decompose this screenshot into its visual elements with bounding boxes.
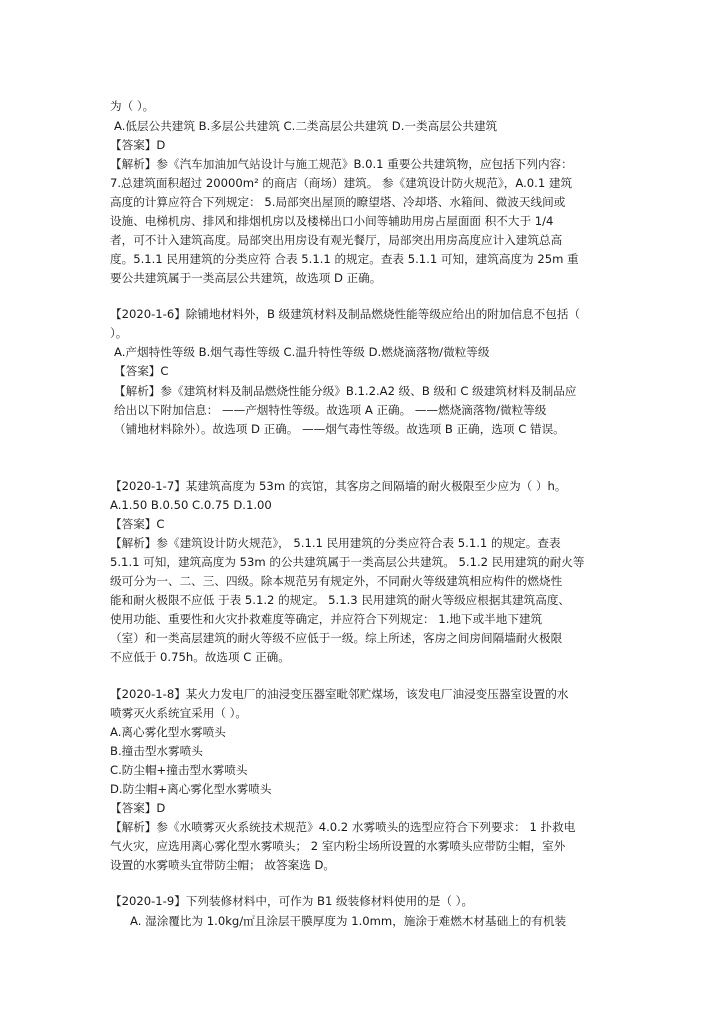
analysis-line: 级可分为一、二、三、四级。除本规范另有规定外，不同耐火等级建筑相应构件的燃烧性 (110, 574, 563, 588)
question-stem: 【2020-1-9】下列装修材料中，可作为 B1 级装修材料使用的是（ ）。 (110, 894, 474, 908)
analysis-line: 设施、电梯机房、排风和排烟机房以及楼梯出口小间等辅助用房占屋面面 积不大于 1/4 (110, 214, 554, 228)
analysis-line: （室）和一类高层建筑的耐火等级不应低于一级。综上所述，客房之间房间隔墙耐火极限 (110, 631, 563, 645)
analysis-line: 【解析】参《建筑材料及制品燃烧性能分级》B.1.2.A2 级、B 级和 C 级建筑材料及制品应 (114, 384, 577, 398)
question-stem-tail: 为（ ）。 (110, 99, 155, 113)
question-options: A.1.50 B.0.50 C.0.75 D.1.00 (110, 498, 272, 512)
analysis-line: 气火灾，应选用离心雾化型水雾喷头； 2 室内粉尘场所设置的水雾喷头应带防尘帽，室外 (110, 839, 566, 853)
analysis-line: 要公共建筑属于一类高层公共建筑，故选项 D 正确。 (110, 271, 382, 285)
analysis-line: 能和耐火极限不应低 于表 5.1.2 的规定。 5.1.3 民用建筑的耐火等级应根据其建筑高度、 (110, 593, 571, 607)
question-option: D.防尘帽+离心雾化型水雾喷头 (110, 782, 272, 796)
analysis-line: 【解析】参《汽车加油加气站设计与施工规范》B.0.1 重要公共建筑物，应包括下列内容： (110, 157, 573, 171)
analysis-line: 使用功能、重要性和火灾扑救难度等确定，并应符合下列规定： 1.地下或半地下建筑 (110, 612, 543, 626)
answer-line: 【答案】C (110, 517, 165, 531)
analysis-line: 【解析】参《水喷雾灭火系统技术规范》4.0.2 水雾喷头的选型应符合下列要求： 1 扑救电 (110, 820, 576, 834)
answer-line: 【答案】C (114, 364, 169, 378)
answer-line: 【答案】D (110, 801, 166, 815)
question-stem: 【2020-1-7】某建筑高度为 53m 的宾馆，其客房之间隔墙的耐火极限至少应为（ ）h。 (110, 479, 567, 493)
analysis-line: 不应低于 0.75h。故选项 C 正确。 (110, 650, 290, 664)
question-options: A.低层公共建筑 B.多层公共建筑 C.二类高层公共建筑 D.一类高层公共建筑 (114, 119, 498, 133)
analysis-line: 度。5.1.1 民用建筑的分类应符 合表 5.1.1 的规定。查表 5.1.1 可知，建筑高度为 25m 重 (110, 252, 579, 266)
analysis-line: 者，可不计入建筑高度。局部突出用房设有观光餐厅，局部突出用房高度应计入建筑总高 (110, 233, 563, 247)
analysis-line: 设置的水雾喷头宜带防尘帽； 故答案选 D。 (110, 858, 335, 872)
question-option: C.防尘帽+撞击型水雾喷头 (110, 763, 248, 777)
analysis-line: 高度的计算应符合下列规定： 5.局部突出屋顶的瞭望塔、冷却塔、水箱间、微波天线间或 (110, 195, 566, 209)
analysis-line: 【解析】参《建筑设计防火规范》， 5.1.1 民用建筑的分类应符合表 5.1.1 的规定。查表 (110, 536, 561, 550)
question-option: B.撞击型水雾喷头 (110, 744, 203, 758)
analysis-line: 7.总建筑面积超过 20000m² 的商店（商场）建筑。 参《建筑设计防火规范》，A.0.1 建筑 (110, 176, 573, 190)
question-options: A.产烟特性等级 B.烟气毒性等级 C.温升特性等级 D.燃烧滴落物/微粒等级 (114, 345, 490, 359)
question-stem: 【2020-1-6】除铺地材料外，B 级建筑材料及制品燃烧性能等级应给出的附加信息不包括（ (110, 307, 581, 321)
question-stem: ）。 (110, 326, 128, 340)
question-option: A. 湿涂覆比为 1.0kg/㎡且涂层干膜厚度为 1.0mm，施涂于难燃木材基础上的有机装 (130, 914, 567, 928)
answer-line: 【答案】D (110, 138, 166, 152)
analysis-line: （铺地材料除外）。故选项 D 正确。 ——烟气毒性等级。故选项 B 正确，选项 C 错误。 (114, 422, 565, 436)
question-option: A.离心雾化型水雾喷头 (110, 725, 226, 739)
analysis-line: 5.1.1 可知，建筑高度为 53m 的公共建筑属于一类高层公共建筑。 5.1.2 民用建筑的耐火等 (110, 555, 585, 569)
question-stem: 【2020-1-8】某火力发电厂的油浸变压器室毗邻贮煤场，该发电厂油浸变压器室设置的水 (110, 687, 569, 701)
question-stem: 喷雾灭火系统宜采用（ ）。 (110, 706, 248, 720)
analysis-line: 给出以下附加信息： ——产烟特性等级。故选项 A 正确。 ——燃烧滴落物/微粒等级 (114, 403, 547, 417)
